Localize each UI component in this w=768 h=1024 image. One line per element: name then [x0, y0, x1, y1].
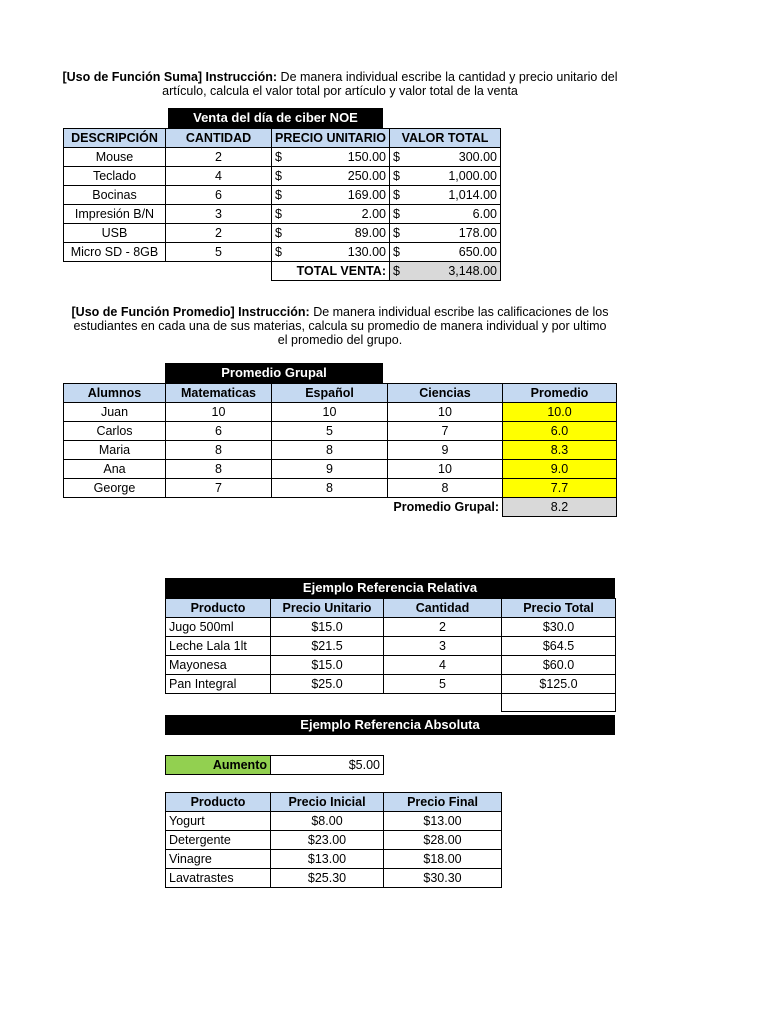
precio-unitario-cell [272, 167, 390, 186]
valor-total-cell [390, 243, 501, 262]
col-precio-inicial: Precio Inicial [271, 793, 384, 812]
currency-symbol: $ [393, 264, 400, 278]
amount: 6.00 [472, 207, 497, 221]
currency-symbol: $ [393, 207, 400, 221]
producto-cell: Leche Lala 1lt [166, 637, 271, 656]
ciencias-cell: 10 [388, 403, 503, 422]
total-venta-row [64, 262, 501, 281]
currency-symbol: $ [275, 150, 282, 164]
table-row [64, 422, 617, 441]
col-precio-unitario: Precio Unitario [271, 599, 384, 618]
aumento-value: $5.00 [271, 756, 384, 775]
empty-cell [166, 498, 272, 517]
precio-unitario-cell: $15.0 [271, 618, 384, 637]
matematicas-cell: 8 [166, 460, 272, 479]
matematicas-cell: 7 [166, 479, 272, 498]
empty-cell [166, 694, 271, 712]
producto-cell: Pan Integral [166, 675, 271, 694]
amount: 650.00 [458, 245, 497, 259]
cantidad-cell: 2 [384, 618, 502, 637]
ventas-header-row [64, 129, 501, 148]
precio-unitario-cell: $15.0 [271, 656, 384, 675]
valor-total-cell [390, 224, 501, 243]
valor-total-cell [390, 186, 501, 205]
producto-cell: Mayonesa [166, 656, 271, 675]
table-row [166, 637, 616, 656]
empty-cell [64, 262, 166, 281]
ventas-body [64, 148, 501, 281]
amount: 3,148.00 [448, 264, 497, 278]
ciencias-cell: 8 [388, 479, 503, 498]
promedio-instruction-line1 [40, 305, 640, 319]
amount: 130.00 [347, 245, 386, 259]
col-promedio: Promedio [503, 384, 617, 403]
suma-instruction-text: De manera individual escribe la cantidad y precio unitario del [277, 70, 618, 84]
empty-cell [64, 498, 166, 517]
promedio-cell: 7.7 [503, 479, 617, 498]
producto-cell: Yogurt [166, 812, 271, 831]
promedio-table [63, 383, 617, 517]
precio-unitario-cell [272, 148, 390, 167]
table-row [64, 479, 617, 498]
table-row [64, 224, 501, 243]
absoluta-header-row [166, 793, 502, 812]
currency-symbol: $ [275, 188, 282, 202]
ventas-banner: Venta del día de ciber NOE [168, 108, 383, 128]
amount: 2.00 [361, 207, 386, 221]
suma-instruction [40, 70, 640, 98]
col-descripcion: DESCRIPCIÓN [64, 129, 166, 148]
promedio-cell: 10.0 [503, 403, 617, 422]
espanol-cell: 8 [272, 479, 388, 498]
empty-cell [502, 694, 616, 712]
col-producto: Producto [166, 793, 271, 812]
total-venta-value [390, 262, 501, 281]
promedio-instruction-line2: estudiantes en cada una de sus materias, calcula su promedio de manera individual y por ultimo [73, 319, 607, 333]
col-matematicas: Matematicas [166, 384, 272, 403]
cantidad-cell: 3 [166, 205, 272, 224]
table-row [166, 831, 502, 850]
col-producto: Producto [166, 599, 271, 618]
precio-final-cell: $28.00 [384, 831, 502, 850]
ciencias-cell: 7 [388, 422, 503, 441]
precio-unitario-cell [272, 224, 390, 243]
col-cantidad: CANTIDAD [166, 129, 272, 148]
col-valor-total: VALOR TOTAL [390, 129, 501, 148]
cantidad-cell: 4 [384, 656, 502, 675]
table-row [64, 243, 501, 262]
cantidad-cell: 2 [166, 224, 272, 243]
descripcion-cell: Impresión B/N [64, 205, 166, 224]
descripcion-cell: Micro SD - 8GB [64, 243, 166, 262]
cantidad-cell: 5 [384, 675, 502, 694]
espanol-cell: 9 [272, 460, 388, 479]
descripcion-cell: Bocinas [64, 186, 166, 205]
currency-symbol: $ [393, 188, 400, 202]
descripcion-cell: USB [64, 224, 166, 243]
table-row [64, 167, 501, 186]
alumno-cell: Ana [64, 460, 166, 479]
promedio-header-row [64, 384, 617, 403]
table-row [64, 460, 617, 479]
promedio-instruction-text: De manera individual escribe las calificaciones de los [309, 305, 609, 319]
ventas-table [63, 128, 501, 281]
promedio-cell: 8.3 [503, 441, 617, 460]
precio-total-cell: $125.0 [502, 675, 616, 694]
empty-cell [272, 498, 388, 517]
precio-unitario-cell [272, 186, 390, 205]
promedio-cell: 6.0 [503, 422, 617, 441]
cantidad-cell: 2 [166, 148, 272, 167]
promedio-instruction-title: [Uso de Función Promedio] Instrucción: [71, 305, 310, 319]
producto-cell: Jugo 500ml [166, 618, 271, 637]
precio-total-cell: $64.5 [502, 637, 616, 656]
promedio-cell: 9.0 [503, 460, 617, 479]
cantidad-cell: 4 [166, 167, 272, 186]
promedio-instruction [40, 305, 640, 347]
alumno-cell: George [64, 479, 166, 498]
col-precio-final: Precio Final [384, 793, 502, 812]
amount: 1,014.00 [448, 188, 497, 202]
alumno-cell: Maria [64, 441, 166, 460]
promedio-grupal-label: Promedio Grupal: [393, 500, 499, 515]
table-row [166, 694, 616, 712]
cantidad-cell: 3 [384, 637, 502, 656]
amount: 178.00 [458, 226, 497, 240]
precio-final-cell: $13.00 [384, 812, 502, 831]
col-precio-unitario: PRECIO UNITARIO [272, 129, 390, 148]
espanol-cell: 5 [272, 422, 388, 441]
amount: 300.00 [458, 150, 497, 164]
col-espanol: Español [272, 384, 388, 403]
producto-cell: Lavatrastes [166, 869, 271, 888]
descripcion-cell: Teclado [64, 167, 166, 186]
espanol-cell: 10 [272, 403, 388, 422]
currency-symbol: $ [393, 150, 400, 164]
absoluta-body [166, 812, 502, 888]
promedio-grupal-row [64, 498, 617, 517]
precio-unitario-cell: $25.0 [271, 675, 384, 694]
relativa-table [165, 598, 616, 712]
descripcion-cell: Mouse [64, 148, 166, 167]
currency-symbol: $ [275, 207, 282, 221]
espanol-cell: 8 [272, 441, 388, 460]
matematicas-cell: 6 [166, 422, 272, 441]
currency-symbol: $ [275, 169, 282, 183]
col-ciencias: Ciencias [388, 384, 503, 403]
precio-total-cell: $60.0 [502, 656, 616, 675]
table-row [166, 812, 502, 831]
amount: 169.00 [347, 188, 386, 202]
amount: 250.00 [347, 169, 386, 183]
empty-cell [384, 694, 502, 712]
precio-inicial-cell: $13.00 [271, 850, 384, 869]
currency-symbol: $ [393, 226, 400, 240]
table-row [166, 850, 502, 869]
table-row [166, 656, 616, 675]
precio-unitario-cell [272, 243, 390, 262]
table-row [64, 403, 617, 422]
precio-unitario-cell [272, 205, 390, 224]
amount: 1,000.00 [448, 169, 497, 183]
aumento-table [165, 755, 384, 775]
aumento-label: Aumento [166, 756, 271, 775]
valor-total-cell [390, 148, 501, 167]
matematicas-cell: 8 [166, 441, 272, 460]
total-venta-label: TOTAL VENTA: [272, 262, 390, 281]
precio-unitario-cell: $21.5 [271, 637, 384, 656]
col-precio-total: Precio Total [502, 599, 616, 618]
table-row [166, 675, 616, 694]
relativa-header-row [166, 599, 616, 618]
producto-cell: Detergente [166, 831, 271, 850]
suma-instruction-line2: artículo, calcula el valor total por artículo y valor total de la venta [162, 84, 518, 98]
table-row [166, 618, 616, 637]
table-row [64, 205, 501, 224]
currency-symbol: $ [275, 245, 282, 259]
suma-instruction-title: [Uso de Función Suma] Instrucción: [62, 70, 278, 84]
promedio-grupal-value: 8.2 [503, 498, 617, 517]
matematicas-cell: 10 [166, 403, 272, 422]
precio-final-cell: $18.00 [384, 850, 502, 869]
aumento-row [166, 756, 384, 775]
amount: 150.00 [347, 150, 386, 164]
relativa-body [166, 618, 616, 712]
producto-cell: Vinagre [166, 850, 271, 869]
relativa-banner: Ejemplo Referencia Relativa [165, 578, 615, 598]
suma-instruction-line1 [40, 70, 640, 84]
table-row [64, 148, 501, 167]
currency-symbol: $ [393, 245, 400, 259]
valor-total-cell [390, 167, 501, 186]
valor-total-cell [390, 205, 501, 224]
absoluta-table [165, 792, 502, 888]
absoluta-banner: Ejemplo Referencia Absoluta [165, 715, 615, 735]
ciencias-cell: 9 [388, 441, 503, 460]
precio-final-cell: $30.30 [384, 869, 502, 888]
empty-cell [271, 694, 384, 712]
table-row [64, 441, 617, 460]
cantidad-cell: 5 [166, 243, 272, 262]
ciencias-cell: 10 [388, 460, 503, 479]
alumno-cell: Juan [64, 403, 166, 422]
currency-symbol: $ [275, 226, 282, 240]
promedio-body [64, 403, 617, 517]
amount: 89.00 [354, 226, 386, 240]
col-cantidad: Cantidad [384, 599, 502, 618]
table-row [64, 186, 501, 205]
promedio-banner: Promedio Grupal [165, 363, 383, 383]
currency-symbol: $ [393, 169, 400, 183]
col-alumnos: Alumnos [64, 384, 166, 403]
empty-cell [166, 262, 272, 281]
precio-inicial-cell: $23.00 [271, 831, 384, 850]
table-row [166, 869, 502, 888]
alumno-cell: Carlos [64, 422, 166, 441]
cantidad-cell: 6 [166, 186, 272, 205]
precio-inicial-cell: $25.30 [271, 869, 384, 888]
promedio-instruction-line3: el promedio del grupo. [277, 333, 403, 347]
precio-inicial-cell: $8.00 [271, 812, 384, 831]
precio-total-cell: $30.0 [502, 618, 616, 637]
